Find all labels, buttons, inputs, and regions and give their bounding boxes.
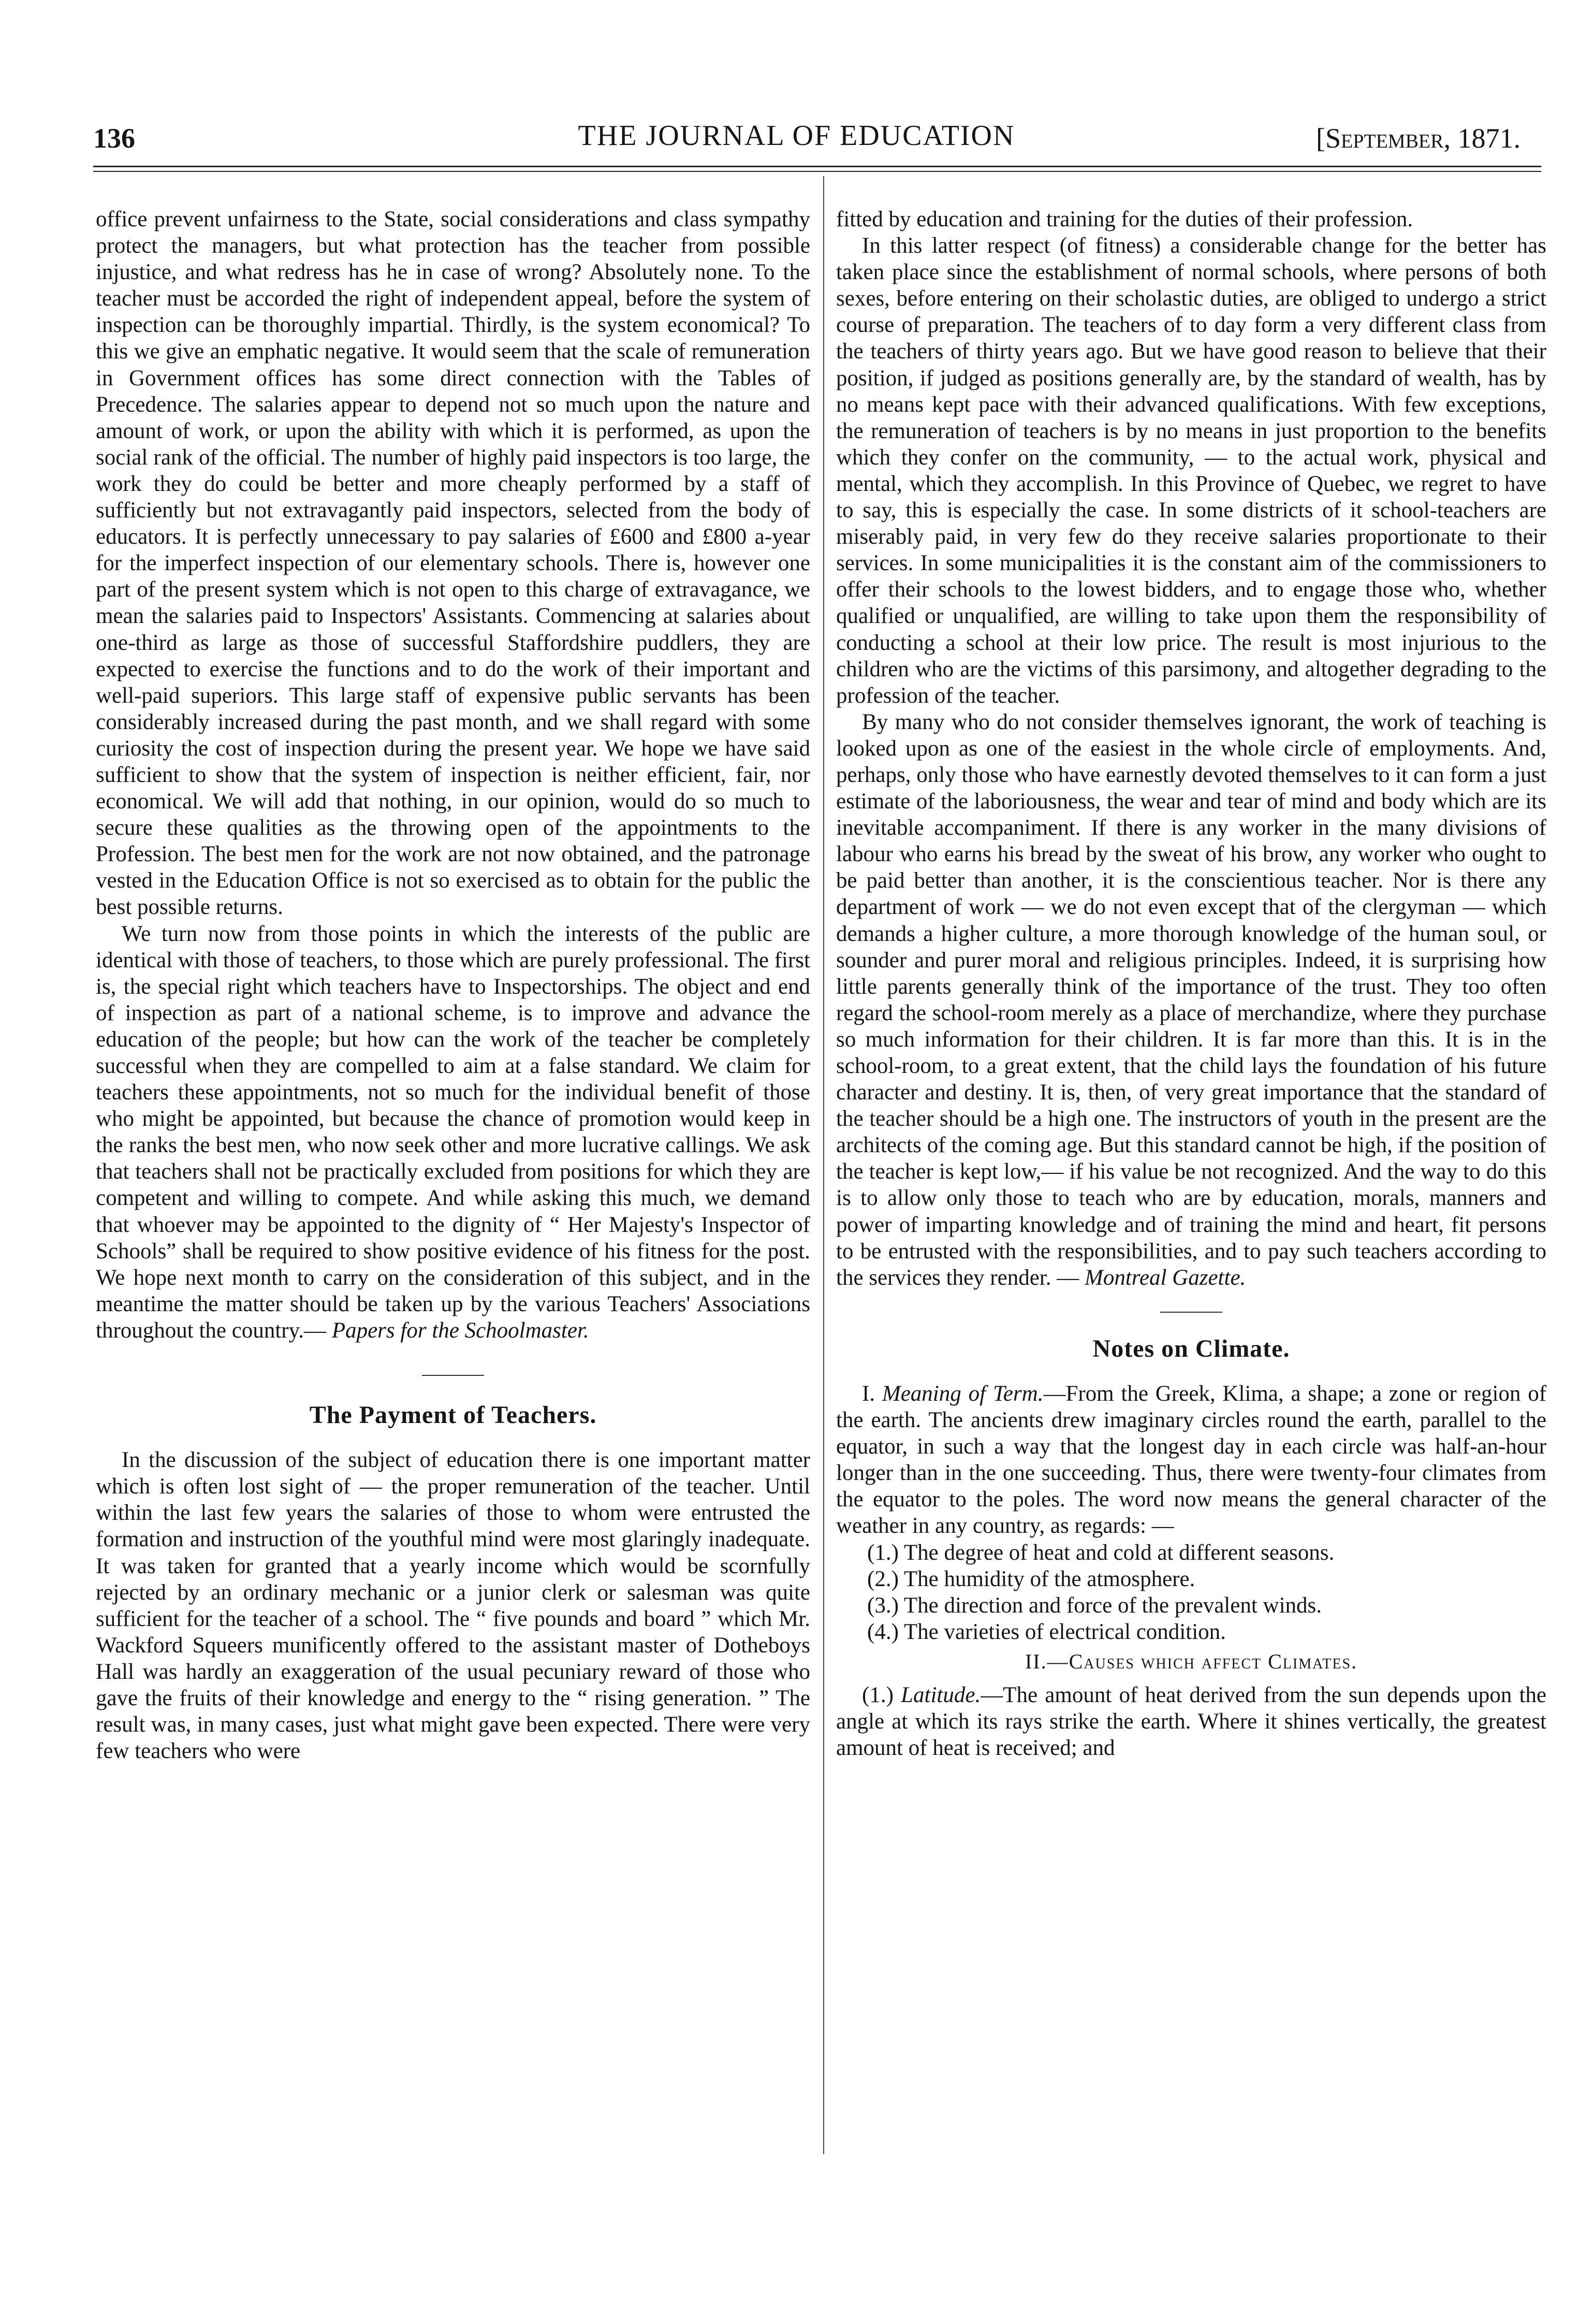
paragraph-text: We turn now from those points in which the interests of the public are identical with those of teachers, to those which are purely professional. The first is, the special right which teachers have to Inspectorships. The object and end of inspection as part of a national scheme, is to improve and advance the education of the people; but how can the work of the teacher be completely successful when they are compelled to aim at a false standard. We claim for teachers these appointments, not so much for the individual benefit of those who might be appointed, but because the chance of promotion would keep in the ranks the best men, who now seek other and more lucrative callings. We ask that teachers shall not be practically excluded from positions for which they are competent and willing to compete. And while asking this much, we demand that whoever may be appointed to the dignity of “ Her Majesty's Inspector of Schools” shall be required to show positive evidence of his fitness for the post. We hope next month to carry on the consideration of this subject, and in the meantime the matter should be taken up by the various Teachers' Associations throughout the country.— (96, 921, 810, 1343)
paragraph: fitted by education and training for the duties of their profession. (836, 207, 1413, 231)
paragraph-text: By many who do not consider themselves ignorant, the work of teaching is looked upon as one of the easiest in the whole circle of employments. And, perhaps, only those who have earnestly devoted themselves to it can form a just estimate of the laboriousness, the wear and tear of mind and body which are its inevitable accompaniment. If there is any worker in the many divisions of labour who earns his bread by the sweat of his brow, any worker who ought to be paid better than another, it is the conscientious teacher. Nor is there any department of work — we do not even except that of the clergyman — which demands a higher culture, a more thorough knowledge of the human soul, or sounder and purer moral and religious principles. Indeed, it is surprising how little parents generally think of the importance of the trust. They too often regard the school-room merely as a place of merchandize, where they purchase so much information for their children. It is far more than this. It is in the school-room, to a great extent, that the child lays the foundation of his future character and destiny. It is, then, of very great importance that the standard of the teacher should be a high one. The instructors of youth in the present are the architects of the coming age. But this standard cannot be high, if the position of the teacher is kept low,— if his value be not recognized. And the way to do this is to allow only those to teach who are by education, morals, manners and power of imparting knowledge and of training the mind and heart, fit persons to be entrusted with the responsibilities, and to pay such teachers according to the services they render. — (836, 709, 1546, 1290)
paragraph (836, 1381, 1546, 1539)
source-citation: Papers for the Schoolmaster. (331, 1318, 589, 1343)
paragraph-text: —The amount of heat derived from the sun depends upon the angle at which its rays strike the earth. Where it shines vertically, the greatest amount of heat is received; and (836, 1682, 1546, 1761)
header-rule-thin (93, 171, 1541, 172)
article-heading: Notes on Climate. (1092, 1334, 1290, 1362)
paragraph: In this latter respect (of fitness) a considerable change for the better has taken place since the establishment of normal schools, where persons of both sexes, before entering on their scholastic duties, are obliged to undergo a strict course of preparation. The teachers of to day form a very different class from the teachers of thirty years ago. But we have good reason to believe that their position, if judged as positions generally are, by the standard of wealth, has by no means kept pace with their advanced qualifications. With few exceptions, the remuneration of teachers is by no means in just proportion to the benefits which they confer on the community, — to the actual work, physical and mental, which they accomplish. In this Province of Quebec, we regret to have to say, this is especially the case. In some districts of it school-teachers are miserably paid, in very few do they receive salaries proportionate to their services. In some municipalities it is the constant aim of the commissioners to offer their schools to the lowest bidders, and to engage those who, whether qualified or unqualified, are willing to take upon them the responsibility of conducting a school at their low price. The result is most injurious to the children who are the victims of this parsimony, and altogether degrading to the profession of the teacher. (836, 234, 1546, 708)
page-number: 136 (93, 123, 135, 154)
section-divider (1160, 1312, 1222, 1313)
source-citation: Montreal Gazette. (1085, 1265, 1246, 1290)
right-column (836, 206, 1546, 1761)
numbered-list (836, 1539, 1546, 1645)
paragraph-text: —From the Greek, Klima, a shape; a zone or region of the earth. The ancients drew imaginary circles round the earth, parallel to the equator, in such a way that the longest day in each circle was half-an-hour longer than in the one succeeding. Thus, there were twenty-four climates from the equator to the poles. The word now means the general character of the weather in any country, as regards: — (836, 1381, 1547, 1538)
section-divider (422, 1375, 484, 1376)
term-label: Meaning of Term. (882, 1381, 1044, 1406)
term-label: Latitude. (901, 1682, 981, 1707)
paragraph: office prevent unfairness to the State, social considerations and class sympathy protect the managers, but what protection has the teacher from possible injustice, and what redress has he in case of wrong? Absolutely none. To the teacher must be accorded the right of independent appeal, before the system of inspection can be thoroughly impartial. Thirdly, is the system economical? To this we give an emphatic negative. It would seem that the scale of remuneration in Government offices has some direct connection with the Tables of Precedence. The salaries appear to depend not so much upon the nature and amount of work, or upon the ability with which it is performed, as upon the social rank of the official. The number of highly paid inspectors is too large, the work they do could be better and more cheaply performed by a staff of sufficiently but not extravagantly paid inspectors, selected from the body of educators. It is perfectly unnecessary to pay salaries of £600 and £800 a-year for the imperfect inspection of our elementary schools. There is, however one part of the present system which is not open to this charge of extravagance, we mean the salaries paid to Inspectors' Assistants. Commencing at salaries about one-third as large as those of successful Staffordshire puddlers, they are expected to exercise the functions and to do the work of their important and well-paid superiors. This large staff of expensive public servants has been considerably increased during the past month, and we shall regard with some curiosity the cost of inspection during the present year. We hope we have said sufficient to show that the system of inspection is neither efficient, fair, nor economical. We will add that nothing, in our opinion, would do so much to secure these qualities as the throwing open of the appointments to the Profession. The best men for the work are not now obtained, and the patronage vested in the Education Office is not so exercised as to obtain for the public the best possible returns. (96, 207, 810, 920)
subsection-heading: II.—Causes which affect Climates. (1025, 1649, 1358, 1673)
journal-title: THE JOURNAL OF EDUCATION (578, 120, 1015, 152)
list-item: (2.) The humidity of the atmosphere. (867, 1566, 1195, 1591)
paragraph (96, 921, 810, 1344)
paragraph (836, 1682, 1546, 1761)
list-item: (3.) The direction and force of the prevalent winds. (867, 1593, 1322, 1618)
page-header (0, 0, 1593, 171)
header-rule (93, 166, 1541, 167)
item-number: (1.) (862, 1682, 894, 1707)
issue-date: [September, 1871. (1316, 123, 1521, 154)
article-heading: The Payment of Teachers. (309, 1401, 597, 1429)
list-item: (4.) The varieties of electrical condition. (867, 1619, 1226, 1644)
paragraph: In the discussion of the subject of education there is one important matter which is often lost sight of — the proper remuneration of the teacher. Until within the last few years the salaries of those to whom were entrusted the formation and instruction of the youthful mind were most glaringly inadequate. It was taken for granted that a yearly income which would be scornfully rejected by an ordinary mechanic or a junior clerk or salesman was quite sufficient for the teacher of a school. The “ five pounds and board ” which Mr. Wackford Squeers munificently offered to the assistant master of Dotheboys Hall was hardly an exaggeration of the usual pecuniary reward of those who gave the fruits of their knowledge and energy to the “ rising generation. ” The result was, in many cases, just what might gave been expected. There were very few teachers who were (96, 1448, 810, 1764)
left-column (96, 206, 810, 1764)
paragraph (836, 709, 1546, 1291)
column-divider (823, 176, 824, 2154)
list-item: (1.) The degree of heat and cold at different seasons. (867, 1540, 1335, 1565)
section-number: I. (862, 1381, 875, 1406)
